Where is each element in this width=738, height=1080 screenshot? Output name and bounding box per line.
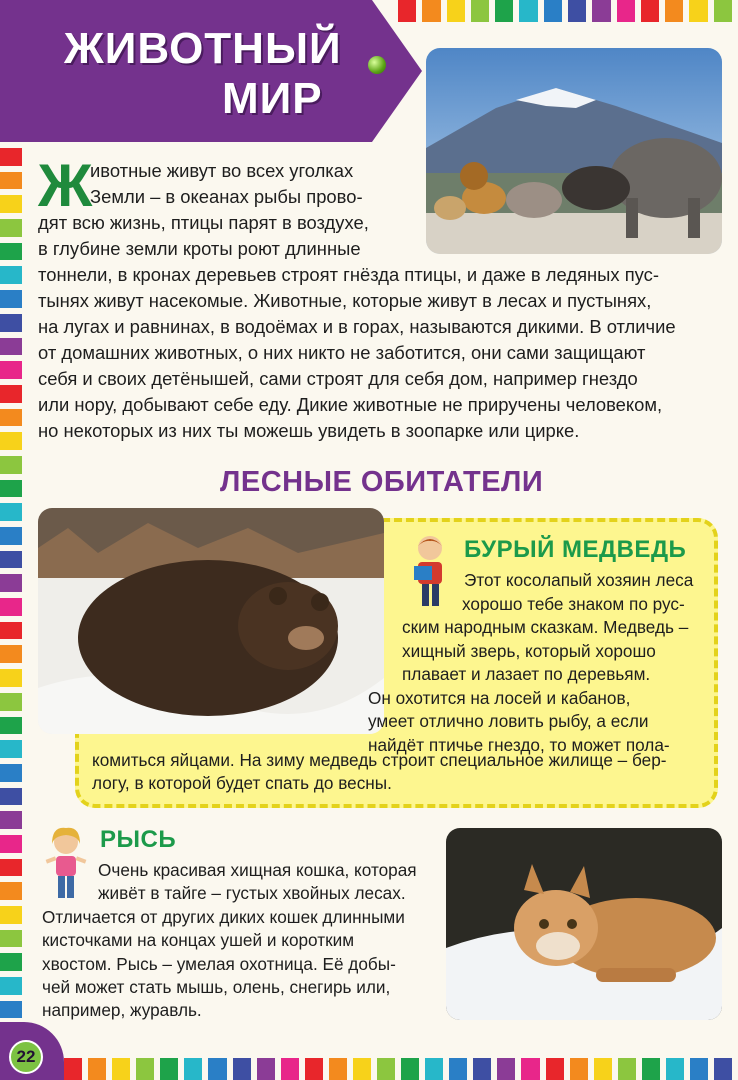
stripe — [666, 1058, 684, 1080]
intro-line: Земли – в океанах рыбы прово- — [90, 186, 363, 207]
page-title-line2: МИР — [222, 74, 323, 123]
intro-line: в глубине земли кроты роют длинные — [38, 238, 361, 259]
stripe — [0, 148, 22, 166]
stripe — [0, 1001, 22, 1019]
stripe — [0, 859, 22, 877]
left-stripe-border — [0, 148, 22, 1048]
stripe — [617, 0, 635, 22]
intro-line: или нору, добывают себе еду. Дикие животные не приручены человеком, — [38, 394, 663, 415]
stripe — [447, 0, 465, 22]
page-number: 22 — [9, 1040, 43, 1074]
boy-with-books-icon — [408, 532, 452, 612]
stripe — [0, 953, 22, 971]
stripe — [690, 1058, 708, 1080]
intro-line: тоннели, в кронах деревьев строят гнёзда птицы, и даже в ледяных пус- — [38, 264, 659, 285]
stripe — [184, 1058, 202, 1080]
bear-text-line: умеет отлично ловить рыбу, а если — [368, 711, 649, 731]
lynx-text-line: Очень красивая хищная кошка, которая — [98, 860, 417, 880]
stripe — [0, 456, 22, 474]
stripe — [112, 1058, 130, 1080]
stripe — [0, 645, 22, 663]
lynx-text-line: хвостом. Рысь – умелая охотница. Её добы- — [42, 954, 396, 974]
stripe — [0, 503, 22, 521]
page-title-line1: ЖИВОТНЫЙ — [64, 24, 342, 73]
bear-text-line: ским народным сказкам. Медведь – — [402, 617, 689, 637]
stripe — [0, 574, 22, 592]
stripe — [618, 1058, 636, 1080]
bear-text-line: логу, в которой будет спать до весны. — [92, 773, 392, 793]
stripe — [0, 717, 22, 735]
stripe — [665, 0, 683, 22]
stripe — [0, 930, 22, 948]
stripe — [88, 1058, 106, 1080]
bear-text-line: Этот косолапый хозяин леса — [464, 570, 694, 590]
stripe — [471, 0, 489, 22]
bear-photo — [38, 508, 384, 734]
stripe — [714, 1058, 732, 1080]
stripe — [0, 195, 22, 213]
intro-paragraph — [38, 152, 718, 444]
lynx-photo — [446, 828, 722, 1020]
stripe — [0, 551, 22, 569]
bear-text-line: плавает и лазает по деревьям. — [402, 664, 651, 684]
top-stripe-border — [398, 0, 738, 22]
stripe — [641, 0, 659, 22]
stripe — [714, 0, 732, 22]
stripe — [592, 0, 610, 22]
stripe — [0, 740, 22, 758]
stripe — [64, 1058, 82, 1080]
stripe — [0, 811, 22, 829]
intro-line: себя и своих детёнышей, сами строят для себя дом, например гнездо — [38, 368, 638, 389]
lynx-text-line: кисточками на концах ушей и коротким — [42, 930, 355, 950]
section-title: ЛЕСНЫЕ ОБИТАТЕЛИ — [220, 466, 544, 498]
stripe — [0, 361, 22, 379]
stripe — [401, 1058, 419, 1080]
stripe — [642, 1058, 660, 1080]
stripe — [544, 0, 562, 22]
stripe — [233, 1058, 251, 1080]
stripe — [519, 0, 537, 22]
stripe — [0, 432, 22, 450]
stripe — [0, 764, 22, 782]
stripe — [449, 1058, 467, 1080]
stripe — [305, 1058, 323, 1080]
intro-line: от домашних животных, о них никто не заботится, они сами защищают — [38, 342, 646, 363]
stripe — [473, 1058, 491, 1080]
stripe — [0, 266, 22, 284]
stripe — [422, 0, 440, 22]
bear-text-line: комиться яйцами. На зиму медведь строит специальное жилище – бер- — [92, 750, 667, 770]
stripe — [568, 0, 586, 22]
stripe — [0, 788, 22, 806]
stripe — [0, 385, 22, 403]
stripe — [257, 1058, 275, 1080]
lynx-text-line: чей может стать мышь, олень, снегирь или, — [42, 977, 391, 997]
girl-icon — [42, 826, 90, 902]
stripe — [425, 1058, 443, 1080]
dropcap-letter: Ж — [38, 152, 93, 219]
stripe — [0, 622, 22, 640]
stripe — [0, 338, 22, 356]
lynx-text-line: например, журавль. — [42, 1000, 202, 1020]
intro-line: ивотные живут во всех уголках — [90, 160, 354, 181]
intro-line: дят всю жизнь, птицы парят в воздухе, — [38, 212, 369, 233]
bear-text-line: найдёт птичье гнездо, то может пола- — [368, 735, 670, 755]
lynx-text-line: Отличается от других диких кошек длинными — [42, 907, 405, 927]
stripe — [0, 906, 22, 924]
stripe — [0, 882, 22, 900]
stripe — [594, 1058, 612, 1080]
stripe — [329, 1058, 347, 1080]
stripe — [0, 669, 22, 687]
stripe — [0, 480, 22, 498]
stripe — [0, 835, 22, 853]
intro-line: на лугах и равнинах, в водоёмах и в горах, называются дикими. В отличие — [38, 316, 676, 337]
stripe — [570, 1058, 588, 1080]
stripe — [495, 0, 513, 22]
stripe — [353, 1058, 371, 1080]
lynx-title: РЫСЬ — [100, 826, 177, 853]
bear-text-line: хорошо тебе знаком по рус- — [462, 594, 685, 614]
stripe — [497, 1058, 515, 1080]
stripe — [0, 409, 22, 427]
bear-text-line: Он охотится на лосей и кабанов, — [368, 688, 631, 708]
stripe — [0, 172, 22, 190]
bear-title: БУРЫЙ МЕДВЕДЬ — [464, 536, 687, 563]
lynx-text-line: живёт в тайге – густых хвойных лесах. — [98, 883, 406, 903]
intro-line: но некоторых из них ты можешь увидеть в зоопарке или цирке. — [38, 420, 580, 441]
stripe — [689, 0, 707, 22]
intro-line: тынях живут насекомые. Животные, которые живут в лесах и пустынях, — [38, 290, 652, 311]
stripe — [377, 1058, 395, 1080]
stripe — [546, 1058, 564, 1080]
bottom-stripe-border — [64, 1058, 738, 1080]
stripe — [160, 1058, 178, 1080]
stripe — [521, 1058, 539, 1080]
stripe — [0, 290, 22, 308]
stripe — [208, 1058, 226, 1080]
green-ball-icon — [368, 56, 386, 74]
stripe — [136, 1058, 154, 1080]
stripe — [281, 1058, 299, 1080]
stripe — [0, 977, 22, 995]
stripe — [0, 219, 22, 237]
stripe — [0, 243, 22, 261]
stripe — [0, 314, 22, 332]
bear-text-line: хищный зверь, который хорошо — [402, 641, 656, 661]
stripe — [0, 693, 22, 711]
stripe — [0, 527, 22, 545]
stripe — [398, 0, 416, 22]
stripe — [0, 598, 22, 616]
